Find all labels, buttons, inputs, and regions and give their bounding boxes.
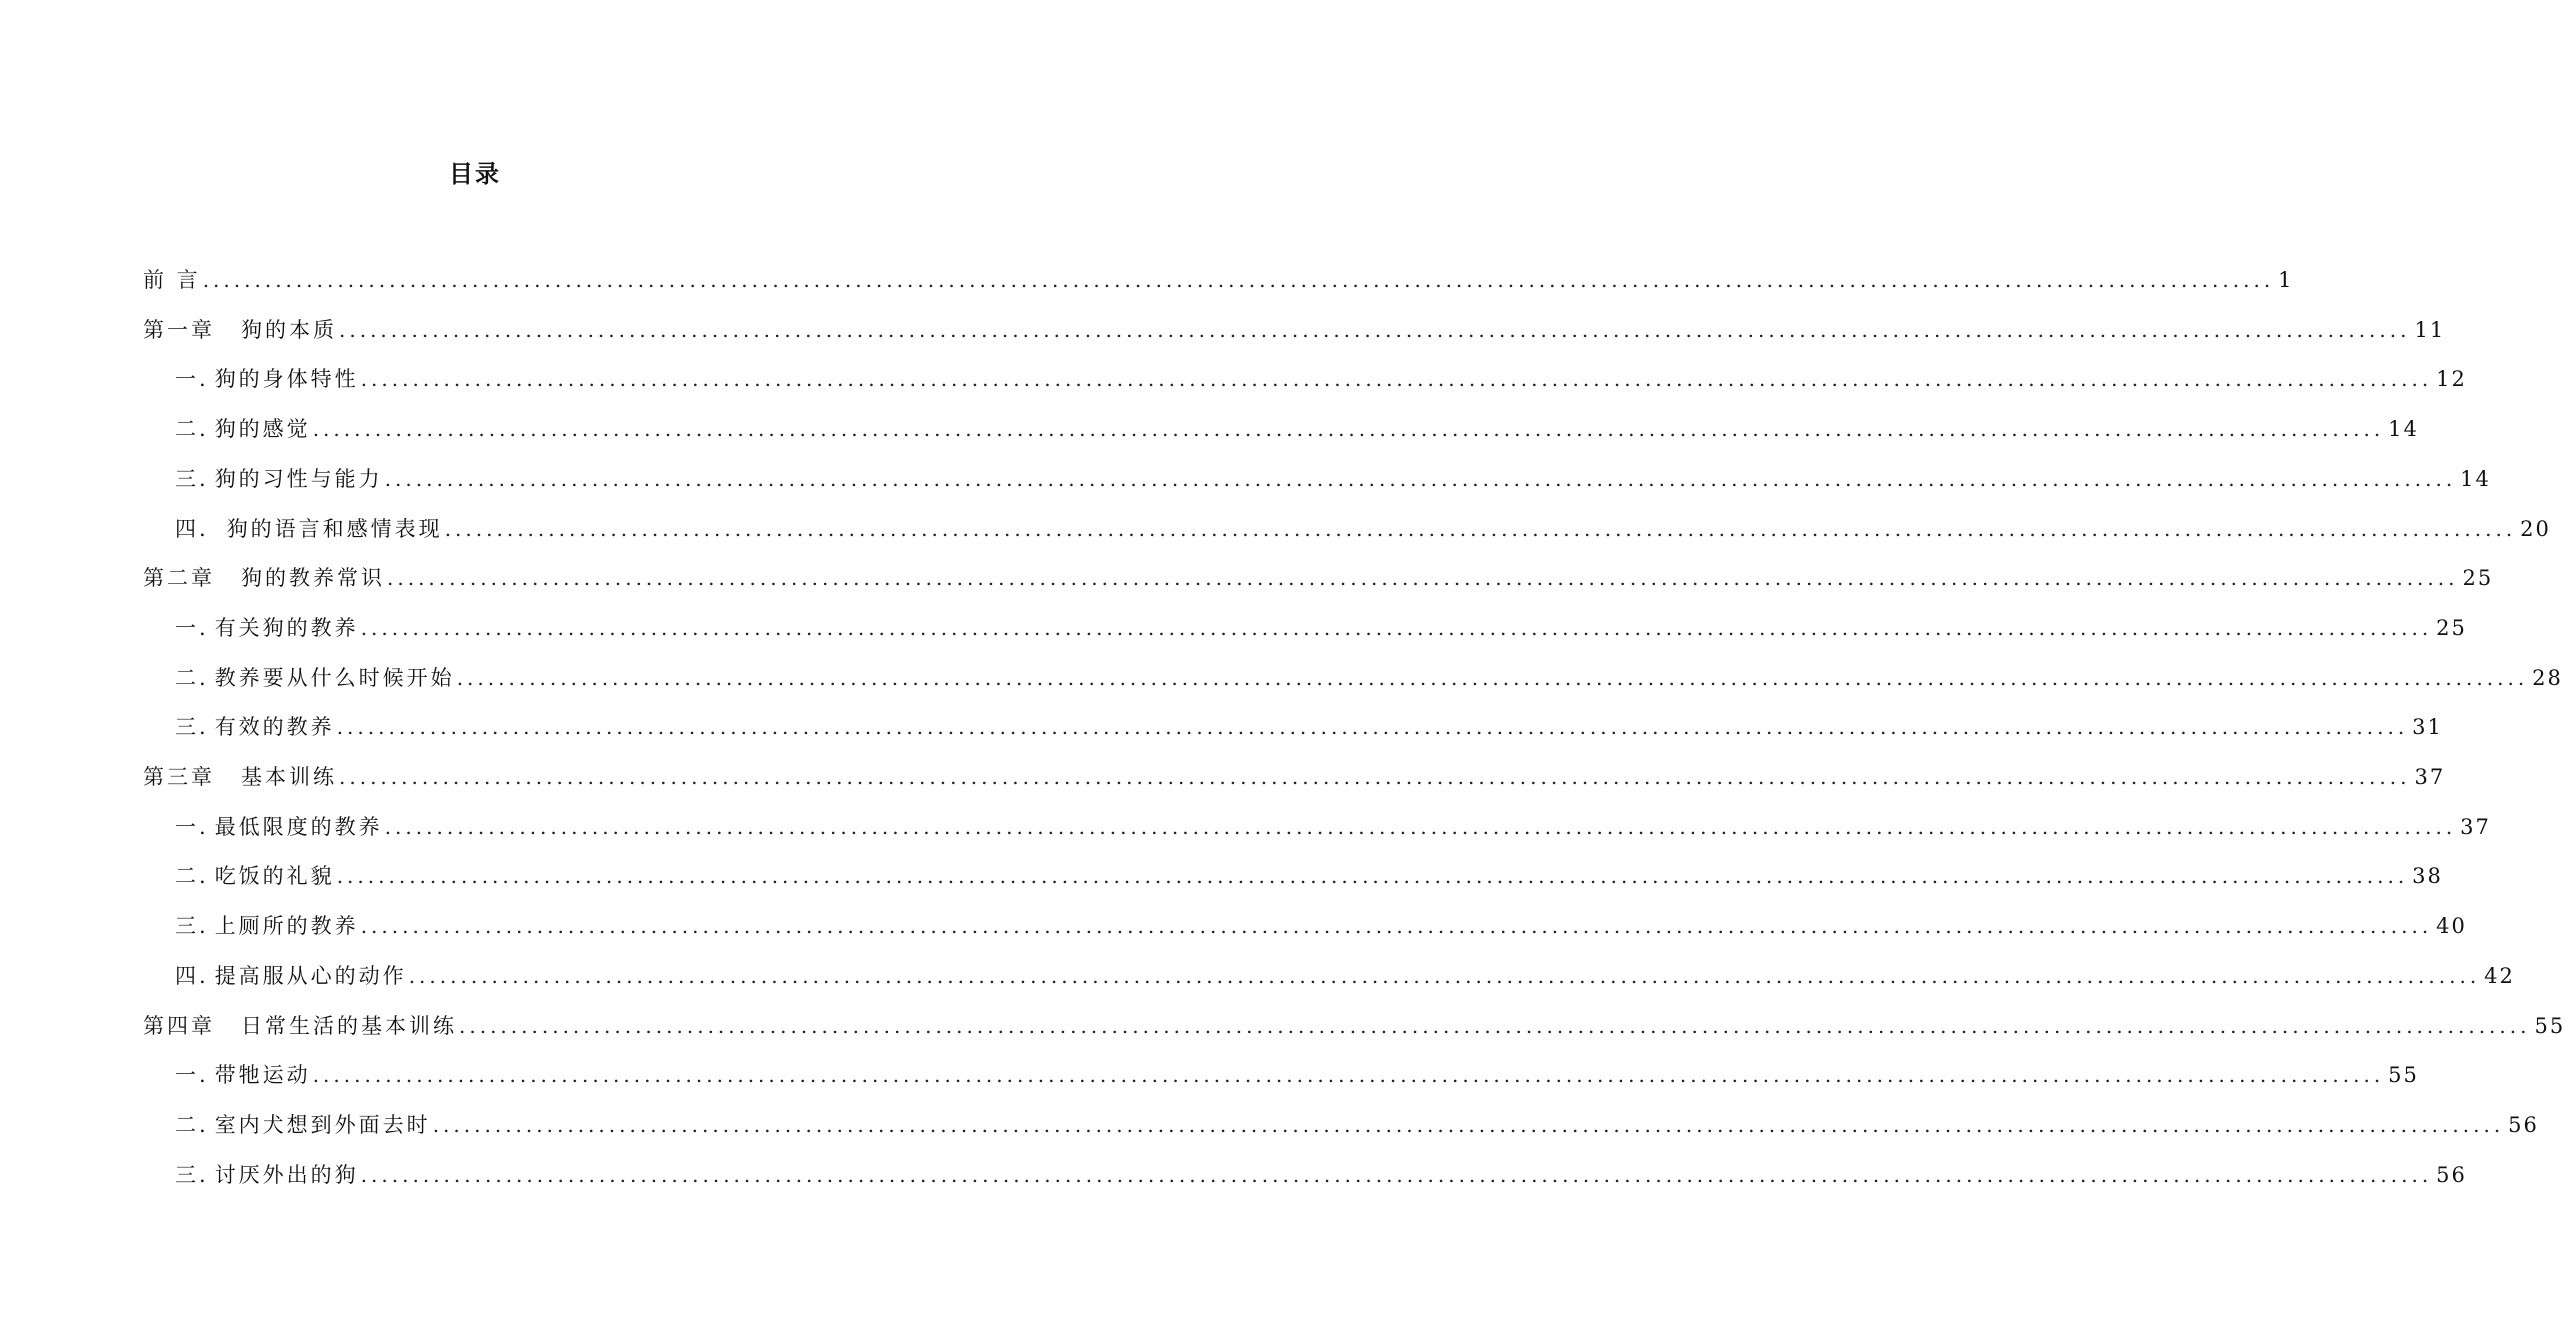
toc-chapter-entry[interactable]: [143, 1002, 2565, 1038]
toc-leader-dots: ........................................................................................................................................................................................................: [336, 715, 2409, 740]
toc-entry-label: [175, 815, 383, 839]
toc-entry-title: 狗的感觉: [214, 417, 311, 442]
toc-entry-number: 一.: [175, 615, 209, 640]
toc-leader-dots: ........................................................................................................................................................................................................: [384, 466, 2457, 491]
toc-entry-number: 二.: [175, 1112, 209, 1137]
toc-chapter-entry[interactable]: [143, 753, 2446, 789]
toc-entry-title: 上厕所的教养: [214, 914, 359, 939]
toc-leader-dots: ........................................................................................................................................................................................................: [360, 367, 2433, 392]
toc-leader-dots: ........................................................................................................................................................................................................: [456, 665, 2529, 690]
toc-leader-dots: ........................................................................................................................................................................................................: [360, 1162, 2433, 1187]
toc-entry-label: [143, 765, 337, 789]
toc-entry-title: 有关狗的教养: [214, 615, 359, 640]
toc-page-number: 20: [2520, 516, 2551, 541]
toc-entry-title: 狗的教养常识: [241, 566, 385, 591]
toc-leader-dots: ........................................................................................................................................................................................................: [312, 1063, 2385, 1088]
toc-page-number: 25: [2462, 566, 2494, 591]
toc-chapter-entry[interactable]: [143, 554, 2494, 591]
toc-entry-title: 狗的身体特性: [214, 367, 359, 392]
toc-leader-dots: ........................................................................................................................................................................................................: [339, 317, 2411, 342]
toc-entry-number: 三.: [175, 914, 209, 939]
toc-entry-title: 教养要从什么时候开始: [214, 665, 455, 690]
toc-section-entry[interactable]: [175, 902, 2467, 939]
toc-entry-label: [175, 417, 311, 441]
toc-page-number: 25: [2436, 615, 2467, 640]
toc-page-number: 14: [2460, 466, 2491, 491]
toc-section-entry[interactable]: [175, 505, 2551, 541]
toc-leader-dots: ........................................................................................................................................................................................................: [387, 566, 2459, 591]
toc-entry-title: 狗的本质: [241, 317, 337, 342]
toc-leader-dots: ........................................................................................................................................................................................................: [384, 814, 2457, 839]
toc-entry-title: 狗的语言和感情表现: [226, 516, 443, 541]
toc-page-number: 14: [2388, 417, 2419, 442]
toc-entry-number: 一.: [175, 367, 209, 392]
toc-leader-dots: ........................................................................................................................................................................................................: [339, 765, 2411, 789]
toc-page-number: 37: [2414, 765, 2446, 789]
toc-page-number: 42: [2484, 963, 2515, 988]
toc-entry-number: 第一章: [143, 317, 215, 342]
toc-leader-dots: ........................................................................................................................................................................................................: [360, 914, 2433, 939]
toc-section-entry[interactable]: [175, 1151, 2467, 1187]
toc-page-number: 28: [2532, 665, 2563, 690]
toc-leader-dots: ........................................................................................................................................................................................................: [312, 417, 2385, 442]
toc-entry-label: [143, 1014, 457, 1038]
toc-entry-number: 一.: [175, 814, 209, 839]
toc-page-number: 56: [2508, 1112, 2539, 1137]
toc-entry-title: 室内犬想到外面去时: [214, 1112, 431, 1137]
toc-page-number: 31: [2412, 715, 2443, 740]
toc-section-entry[interactable]: [175, 355, 2467, 392]
toc-entry-title: 提高服从心的动作: [214, 963, 407, 988]
toc-entry-label: [175, 1113, 431, 1137]
toc-entry-label: [175, 467, 383, 491]
toc-leader-dots: ........................................................................................................................................................................................................: [360, 615, 2433, 640]
toc-entry-number: 二.: [175, 864, 209, 889]
toc-entry-number: 第三章: [143, 765, 215, 789]
toc-section-entry[interactable]: [175, 455, 2491, 491]
toc-section-entry[interactable]: [175, 952, 2515, 988]
toc-page-number: 1: [2278, 268, 2294, 292]
toc-section-entry[interactable]: [175, 405, 2419, 442]
toc-entry-label: [175, 1163, 359, 1187]
toc-entry-label: [175, 914, 359, 938]
toc-entry-title: 带牠运动: [214, 1063, 311, 1088]
toc-page-number: 38: [2412, 864, 2443, 889]
toc-page-number: 37: [2460, 814, 2491, 839]
toc-entry-title: 讨厌外出的狗: [214, 1162, 359, 1187]
toc-entry-label: [175, 367, 359, 391]
toc-section-entry[interactable]: [175, 703, 2443, 740]
toc-entry-label: [175, 864, 335, 888]
toc-section-entry[interactable]: [175, 852, 2443, 889]
toc-entry-label: [143, 566, 385, 590]
toc-entry-title: 日常生活的基本训练: [241, 1013, 457, 1038]
toc-entry-number: 三.: [175, 1162, 209, 1187]
toc-entry-label: [175, 715, 335, 739]
toc-entry-label: [175, 964, 407, 988]
toc-section-entry[interactable]: [175, 1101, 2539, 1137]
toc-section-entry[interactable]: [175, 803, 2491, 839]
toc-section-entry[interactable]: [175, 654, 2563, 690]
toc-section-entry[interactable]: [175, 1051, 2419, 1088]
toc-entry-number: 二.: [175, 417, 209, 442]
toc-chapter-entry[interactable]: [143, 256, 2294, 292]
toc-entry-title: 基本训练: [241, 765, 337, 789]
toc-entry-label: [175, 666, 455, 690]
toc-entry-label: [175, 616, 359, 640]
toc-entry-number: 三.: [175, 715, 209, 740]
toc-entry-number: 四.: [175, 963, 209, 988]
toc-entry-number: 第二章: [143, 566, 215, 591]
toc-entry-number: 第四章: [143, 1013, 215, 1038]
toc-page-number: 56: [2436, 1162, 2467, 1187]
toc-entry-number: 三.: [175, 466, 209, 491]
toc-entry-number: 四.: [175, 516, 209, 541]
toc-entry-label: [175, 517, 443, 541]
toc-page-number: 12: [2436, 367, 2467, 392]
toc-entry-number: 前 言: [143, 268, 201, 292]
toc-leader-dots: ........................................................................................................................................................................................................: [444, 516, 2517, 541]
toc-page-number: 11: [2414, 317, 2446, 342]
toc-entry-number: 二.: [175, 665, 209, 690]
toc-title: 目录: [449, 159, 501, 188]
toc-page-number: 55: [2534, 1013, 2565, 1038]
toc-leader-dots: ........................................................................................................................................................................................................: [432, 1112, 2505, 1137]
toc-leader-dots: ........................................................................................................................................................................................................: [336, 864, 2409, 889]
toc-chapter-entry[interactable]: [143, 306, 2446, 342]
toc-page-number: 55: [2388, 1063, 2419, 1088]
toc-leader-dots: ........................................................................................................................................................................................................: [459, 1013, 2531, 1038]
toc-section-entry[interactable]: [175, 604, 2467, 640]
toc-entry-label: [175, 1063, 311, 1087]
toc-entry-title: 吃饭的礼貌: [214, 864, 335, 889]
toc-entry-number: 一.: [175, 1063, 209, 1088]
toc-entry-label: [143, 268, 201, 292]
toc-entry-title: 最低限度的教养: [214, 814, 383, 839]
toc-entry-label: [143, 318, 337, 342]
toc-page-number: 40: [2436, 914, 2467, 939]
toc-entry-title: 狗的习性与能力: [214, 466, 383, 491]
toc-entry-title: 有效的教养: [214, 715, 335, 740]
toc-leader-dots: ........................................................................................................................................................................................................: [408, 963, 2481, 988]
toc-leader-dots: ........................................................................................................................................................................................................: [202, 268, 2275, 292]
